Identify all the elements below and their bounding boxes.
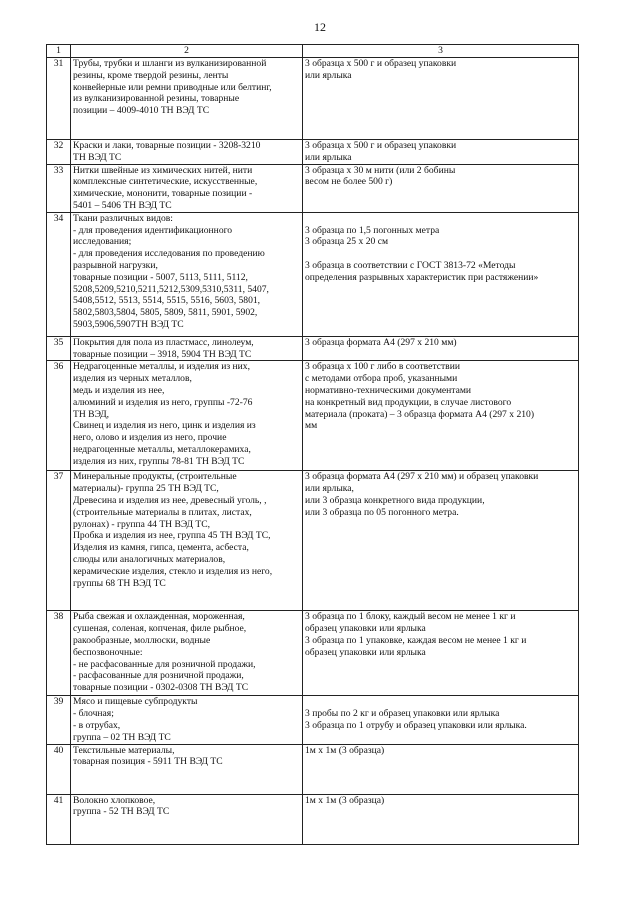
description-line: исследования; — [73, 236, 132, 248]
requirement-line: 1м х 1м (3 образца) — [305, 744, 385, 756]
description-line: медь и изделия из нее, — [73, 384, 165, 396]
description-line: Рыба свежая и охлажденная, мороженная, — [73, 611, 245, 623]
description-line: - для проведения идентификационного — [73, 224, 233, 236]
description-line: - не расфасованные для розничной продажи, — [73, 658, 256, 670]
description-line: резины, кроме твердой резины, ленты — [73, 69, 229, 81]
requirement-line: образец упаковки или ярлыка — [305, 623, 426, 635]
description-line: Минеральные продукты, (строительные — [73, 471, 237, 483]
table-row — [47, 611, 579, 696]
requirement-line: или 3 образца конкретного вида продукции, — [305, 494, 485, 506]
sample-requirements-cell — [303, 164, 579, 212]
requirement-line: 3 образца в соответствии с ГОСТ 3813-72 «Методы — [305, 259, 516, 271]
requirement-line: 3 образца х 500 г и образец упаковки — [305, 58, 457, 69]
requirement-line: 3 образца формата А4 (297 х 210 мм) и образец упаковки — [305, 471, 539, 483]
table-row — [47, 140, 579, 165]
description-line: 5208,5209,5210,5211,5212,5309,5310,5311, 5407, — [73, 283, 269, 295]
sample-requirements-cell — [303, 361, 579, 471]
description-line: Волокно хлопковое, — [73, 794, 156, 806]
sample-requirements-cell — [303, 471, 579, 611]
row-number: 40 — [47, 744, 71, 794]
header-col-2: 2 — [71, 45, 303, 58]
product-description-cell — [71, 140, 303, 165]
description-line: беспозвоночные: — [73, 646, 143, 658]
requirement-line: 3 образца по 1 отрубу и образец упаковки или ярлыка. — [305, 719, 527, 731]
product-description-cell — [71, 361, 303, 471]
requirement-line: или 3 образца по 05 погонного метра. — [305, 506, 459, 518]
table-row — [47, 58, 579, 140]
requirement-line: 3 образца формата А4 (297 х 210 мм) — [305, 336, 457, 348]
product-description-cell — [71, 471, 303, 611]
description-line: из вулканизированной резины, товарные — [73, 93, 240, 105]
requirement-line: 3 образца 25 х 20 см — [305, 236, 389, 248]
table-row — [47, 212, 579, 336]
description-line: ТН ВЭД, — [73, 408, 110, 420]
product-description-cell — [71, 744, 303, 794]
requirement-line: 3 образца х 500 г и образец упаковки — [305, 140, 457, 151]
description-line: Мясо и пищевые субпродукты — [73, 696, 198, 708]
sample-requirements-cell — [303, 140, 579, 165]
description-line: 5408,5512, 5513, 5514, 5515, 5516, 5603, 5801, — [73, 295, 261, 307]
description-line: разрывной нагрузки, — [73, 259, 158, 271]
requirement-line: материала (проката) – 3 образца формата А4 (297 х 210) — [305, 408, 535, 420]
description-line: группа - 52 ТН ВЭД ТС — [73, 806, 170, 818]
description-line: Ткани различных видов: — [73, 212, 173, 224]
requirement-line: 3 образца по 1 блоку, каждый весом не менее 1 кг и — [305, 611, 516, 623]
row-number: 34 — [47, 212, 71, 336]
page-number: 12 — [314, 20, 326, 34]
description-line: изделия из черных металлов, — [73, 373, 192, 385]
requirement-line: мм — [305, 420, 318, 432]
description-line: ракообразные, моллюски, водные — [73, 634, 211, 646]
sample-requirements-cell — [303, 212, 579, 336]
table-row — [47, 794, 579, 844]
product-description-cell — [71, 611, 303, 696]
blank-line — [305, 696, 576, 708]
requirement-line: 3 пробы по 2 кг и образец упаковки или ярлыка — [305, 708, 500, 720]
description-line: товарная позиция - 5911 ТН ВЭД ТС — [73, 756, 223, 768]
header-row — [47, 45, 579, 58]
table-row — [47, 471, 579, 611]
description-line: сушеная, соленая, копченая, филе рыбное, — [73, 623, 247, 635]
product-description-cell — [71, 336, 303, 361]
description-line: комплексные синтетические, искусственные, — [73, 176, 258, 188]
row-number: 41 — [47, 794, 71, 844]
row-number: 31 — [47, 58, 71, 140]
description-line: Недрагоценные металлы, и изделия из них, — [73, 361, 250, 373]
sample-requirements-cell — [303, 696, 579, 744]
description-line: (строительные материалы в плитах, листах, — [73, 506, 252, 518]
description-line: алюминий и изделия из него, группы -72-76 — [73, 396, 253, 408]
description-line: - для проведения исследования по проведению — [73, 248, 265, 260]
sample-requirements-cell — [303, 58, 579, 140]
product-description-cell — [71, 164, 303, 212]
requirement-line: или ярлыка, — [305, 483, 354, 495]
description-line: 5903,5906,5907ТН ВЭД ТС — [73, 318, 184, 330]
description-line: - блочная; — [73, 708, 114, 720]
row-number: 38 — [47, 611, 71, 696]
table-row — [47, 336, 579, 361]
table-row — [47, 164, 579, 212]
description-line: него, олово и изделия из него, прочие — [73, 432, 227, 444]
description-line: керамические изделия, стекло и изделия из него, — [73, 565, 273, 577]
requirement-line: образец упаковки или ярлыка — [305, 646, 426, 658]
table-row — [47, 696, 579, 744]
description-line: - в отрубах, — [73, 719, 121, 731]
requirement-line: весом не более 500 г) — [305, 176, 393, 188]
description-line: - расфасованные для розничной продажи, — [73, 670, 244, 682]
description-line: Древесина и изделия из нее, древесный уголь, , — [73, 494, 267, 506]
requirement-line: 3 образца х 30 м нити (или 2 бобины — [305, 164, 456, 176]
description-line: Краски и лаки, товарные позиции - 3208-3210 — [73, 140, 261, 151]
row-number: 39 — [47, 696, 71, 744]
header-col-3: 3 — [303, 45, 579, 58]
requirement-line: 1м х 1м (3 образца) — [305, 794, 385, 806]
description-line: Изделия из камня, гипса, цемента, асбеста, — [73, 542, 249, 554]
product-description-cell — [71, 58, 303, 140]
product-description-cell — [71, 696, 303, 744]
description-line: недрагоценные металлы, металлокерамиха, — [73, 443, 251, 455]
description-line: группа – 02 ТН ВЭД ТС — [73, 731, 171, 743]
header-col-1: 1 — [47, 45, 71, 58]
description-line: конвейерные или ремни приводные или белтинг, — [73, 81, 272, 93]
description-line: Покрытия для пола из пластмасс, линолеум, — [73, 336, 254, 348]
row-number: 33 — [47, 164, 71, 212]
description-line: Трубы, трубки и шланги из вулканизированной — [73, 58, 267, 69]
blank-line — [305, 248, 576, 260]
description-line: 5401 – 5406 ТН ВЭД ТС — [73, 199, 172, 211]
description-line: Пробка и изделия из нее, группа 45 ТН ВЭД ТС, — [73, 530, 271, 542]
row-number: 35 — [47, 336, 71, 361]
description-line: материалы)- группа 25 ТН ВЭД ТС, — [73, 483, 219, 495]
row-number: 36 — [47, 361, 71, 471]
description-line: товарные позиции - 5007, 5113, 5111, 5112, — [73, 271, 248, 283]
table-row — [47, 744, 579, 794]
requirement-line: с методами отбора проб, указанными — [305, 373, 458, 385]
description-line: позиции – 4009-4010 ТН ВЭД ТС — [73, 105, 210, 117]
description-line: химические, мононити, товарные позиции - — [73, 188, 253, 200]
requirement-line: 3 образца по 1,5 погонных метра — [305, 224, 440, 236]
blank-line — [305, 213, 576, 225]
description-line: Текстильные материалы, — [73, 744, 175, 756]
product-description-cell — [71, 794, 303, 844]
description-line: изделия из них, группы 78-81 ТН ВЭД ТС — [73, 455, 245, 467]
description-line: рулонах) - группа 44 ТН ВЭД ТС, — [73, 518, 211, 530]
sample-requirements-cell — [303, 744, 579, 794]
description-line: ТН ВЭД ТС — [73, 151, 122, 163]
sample-requirements-cell — [303, 794, 579, 844]
description-line: товарные позиции - 0302-0308 ТН ВЭД ТС — [73, 682, 249, 694]
description-line: Свинец и изделия из него, цинк и изделия из — [73, 420, 256, 432]
requirement-line: определения разрывных характеристик при растяжении» — [305, 271, 539, 283]
product-description-cell — [71, 212, 303, 336]
requirement-line: или ярлыка — [305, 151, 352, 163]
requirement-line: нормативно-техническими документами — [305, 384, 472, 396]
requirements-table — [46, 44, 579, 845]
description-line: товарные позиции – 3918, 5904 ТН ВЭД ТС — [73, 348, 252, 360]
sample-requirements-cell — [303, 336, 579, 361]
description-line: слюды или аналогичных материалов, — [73, 553, 226, 565]
table-row — [47, 361, 579, 471]
requirement-line: 3 образца по 1 упаковке, каждая весом не менее 1 кг и — [305, 634, 527, 646]
description-line: 5802,5803,5804, 5805, 5809, 5811, 5901, 5902, — [73, 307, 258, 319]
description-line: группы 68 ТН ВЭД ТС — [73, 577, 166, 589]
requirement-line: на конкретный вид продукции, в случае листового — [305, 396, 512, 408]
sample-requirements-cell — [303, 611, 579, 696]
requirement-line: 3 образца х 100 г либо в соответствии — [305, 361, 460, 373]
row-number: 37 — [47, 471, 71, 611]
description-line: Нитки швейные из химических нитей, нити — [73, 164, 253, 176]
requirement-line: или ярлыка — [305, 69, 352, 81]
row-number: 32 — [47, 140, 71, 165]
